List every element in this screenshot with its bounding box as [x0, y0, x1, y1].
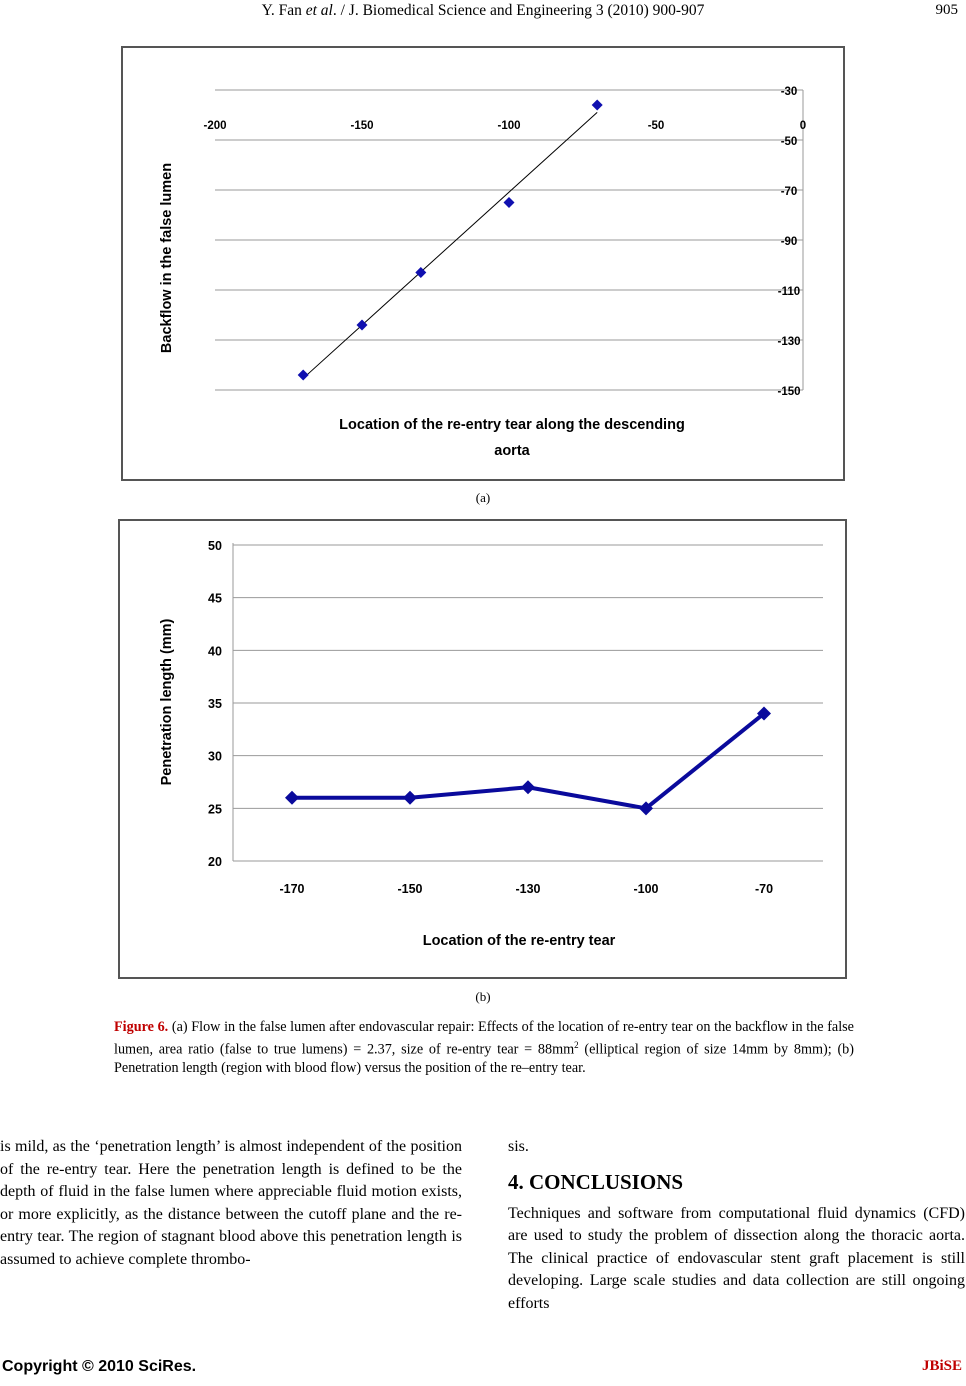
figure-a-frame — [121, 46, 845, 481]
chart-b-x-tick-label: -170 — [279, 882, 305, 896]
chart-a-x-tick-label: -200 — [203, 120, 227, 132]
chart-b-y-tick-label: 25 — [208, 802, 222, 817]
running-head: Y. Fan et al. / J. Biomedical Science and Engineering 3 (2010) 900-907 — [261, 2, 705, 19]
backflow-chart — [123, 48, 843, 479]
right-column — [508, 1136, 965, 1315]
caption-superscript: 2 — [574, 1040, 579, 1050]
chart-a-y-tick-label: -110 — [777, 286, 801, 298]
page-footer — [0, 1358, 966, 1382]
chart-b-x-tick-label: -100 — [633, 882, 659, 896]
chart-a-y-tick-labels — [777, 86, 800, 398]
chart-b-y-tick-label: 40 — [208, 644, 222, 659]
subfigure-b-label: (b) — [475, 989, 491, 1004]
chart-a-y-tick-label: -50 — [780, 136, 798, 148]
chart-b-point — [285, 791, 299, 805]
chart-a-y-tick-label: -130 — [777, 336, 801, 348]
chart-b-x-tick-label: -70 — [754, 882, 774, 896]
chart-a-point — [592, 100, 603, 111]
figure-label: Figure 6. — [114, 1019, 169, 1035]
page-number: 905 — [935, 2, 958, 18]
chart-a-y-tick-label: -70 — [780, 186, 798, 198]
figure-caption — [114, 1018, 854, 1077]
chart-a-point — [504, 197, 515, 208]
body-continuation: sis. — [508, 1138, 529, 1155]
running-header — [0, 2, 966, 26]
chart-b-point — [521, 780, 535, 794]
body-paragraph-right: Techniques and software from computational fluid dynamics (CFD) are used to study the problem of dissection along the thoracic aorta. The clinical practice of endovascular stent graft placement is still developing. Large scale studies and data collection are still ongoing efforts — [508, 1204, 965, 1312]
chart-b-y-tick-label: 50 — [208, 539, 222, 553]
chart-b-gridlines — [233, 545, 823, 861]
left-column — [0, 1136, 462, 1271]
chart-b-y-tick-label: 45 — [208, 591, 222, 606]
chart-b-y-tick-labels — [208, 539, 222, 869]
chart-b-x-tick-label: -130 — [515, 882, 541, 896]
chart-a-gridlines — [215, 90, 803, 390]
penetration-length-chart — [120, 521, 845, 977]
chart-b-y-tick-label: 35 — [208, 697, 222, 711]
chart-a-x-tick-label: -100 — [497, 120, 521, 132]
chart-a-x-axis-label-line1: Location of the re-entry tear along the descending — [339, 417, 685, 433]
subfigure-a-label: (a) — [475, 490, 491, 505]
caption-text-2: (elliptical region of size 14mm by 8mm); (b) Penetration length (region with blood flow) versus the position of the re–entry tear. — [114, 1041, 854, 1076]
chart-b-y-axis-label: Penetration length (mm) — [159, 618, 175, 786]
chart-b-x-axis-label: Location of the re-entry tear — [422, 933, 616, 949]
chart-a-point — [298, 370, 309, 381]
chart-a-x-tick-label: -50 — [647, 120, 665, 132]
chart-a-x-axis-label-line2: aorta — [494, 443, 530, 459]
chart-a-x-tick-labels — [203, 120, 806, 132]
chart-b-y-tick-label: 20 — [208, 855, 222, 869]
chart-a-y-tick-label: -150 — [777, 386, 801, 398]
section-heading: 4. CONCLUSIONS — [508, 1169, 684, 1194]
chart-a-y-axis-label: Backflow in the false lumen — [159, 162, 175, 354]
chart-b-x-tick-labels — [279, 882, 773, 896]
chart-b-y-tick-label: 30 — [208, 749, 222, 764]
chart-b-point — [403, 791, 417, 805]
chart-a-y-tick-label: -90 — [780, 236, 798, 248]
chart-a-y-tick-label: -30 — [780, 86, 798, 98]
chart-a-trendline — [303, 112, 597, 378]
caption-text-1: (a) Flow in the false lumen after endovascular repair: Effects of the location of re-entry tear on the backflow in the false lumen, area ratio (false to true lumens) = 2.37, size of re-entry tear = 88mm — [114, 1019, 854, 1058]
chart-a-x-tick-label: -150 — [350, 120, 374, 132]
body-paragraph-left: is mild, as the ‘penetration length’ is almost independent of the position of the re-entry tear. Here the penetration length is defined to be the depth of fluid in the false lumen where appreciable fluid motion exists, or more explicitly, as the distance between the cutoff plane and the re-entry tear. The region of stagnant blood above this penetration length is assumed to achieve complete thrombo- — [0, 1138, 462, 1268]
copyright-notice: Copyright © 2010 SciRes. — [2, 1358, 197, 1375]
journal-abbreviation: JBiSE — [921, 1358, 962, 1374]
chart-b-x-tick-label: -150 — [397, 882, 423, 896]
figure-b-frame — [118, 519, 847, 979]
chart-a-x-tick-label: 0 — [799, 120, 807, 132]
